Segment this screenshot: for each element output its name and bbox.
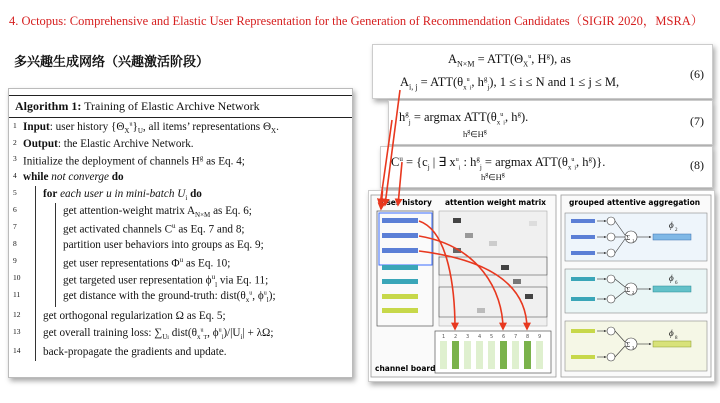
line-number: 5 xyxy=(13,188,17,197)
line-text: Output: the Elastic Archive Network. xyxy=(23,138,194,150)
line-number: 1 xyxy=(13,121,17,130)
history-item-2 xyxy=(382,233,418,238)
line-number: 10 xyxy=(13,273,21,282)
svg-text:4: 4 xyxy=(478,334,482,340)
line-number: 9 xyxy=(13,256,17,265)
history-item-6 xyxy=(382,294,418,299)
line-text: while not converge do xyxy=(23,171,124,183)
equation-7-formula: $h^g_j = argmax$ $ATT(\theta_x^u_i$, $h^g$). xyxy=(399,110,529,127)
column-numbers xyxy=(442,334,541,340)
line-number: 13 xyxy=(13,327,21,336)
svg-text:7: 7 xyxy=(514,334,518,340)
equation-7-under: $h^g\in H^g$ xyxy=(463,129,487,139)
algorithm-label: Algorithm 1: xyxy=(15,99,82,113)
line-text: get user representations $\Phi^u$ as Eq. 10; xyxy=(63,256,231,270)
history-item-5 xyxy=(382,279,418,284)
equation-6-line-2: $A_{i, j} = ATT(\theta_x^u_i$, $h^g_j$), 1 ≤ i ≤ N and 1 ≤ j ≤ M, xyxy=(400,75,620,92)
line-number: 7 xyxy=(13,222,17,231)
slide-title: 4. Octopus: Comprehensive and Elastic User Representation for the Generation of Recommendation Candidates（SIGIR 2020，MSRA） xyxy=(9,14,704,28)
channel-board-label: channel board xyxy=(375,364,436,373)
equation-8-formula: $C^u = \{c_j$ | ∃ $x^u_i$ : $h^g_j = argmax$ $ATT(\theta_x^u_i$, $h^g$)}. xyxy=(391,154,606,172)
algorithm-box xyxy=(8,88,353,378)
line-text: get orthogonal regularization Ω as Eq. 5; xyxy=(43,310,226,322)
attention-matrix-label: attention weight matrix xyxy=(445,198,546,207)
line-text: get overall training loss: $\sum_{Ui}$ $dist(\theta_x^u_T$, $\phi^u_l)/|U_i| + \lambda\Omega$; xyxy=(43,327,274,342)
svg-text:1: 1 xyxy=(632,238,635,243)
equation-8-box xyxy=(380,146,713,188)
for-indent-bar xyxy=(55,203,56,307)
history-item-7 xyxy=(382,308,418,313)
line-number: 8 xyxy=(13,239,17,248)
group-3 xyxy=(565,321,707,371)
line-number: 2 xyxy=(13,138,17,147)
sigma-2: Σ xyxy=(626,286,631,294)
svg-text:6: 6 xyxy=(675,281,678,286)
phi-1: ϕ xyxy=(669,220,674,230)
line-text: get attention-weight matrix $A_{N\times M}$ as Eq. 6; xyxy=(63,205,252,220)
line-text: get distance with the ground-truth: $dist(\theta_x^u$, $\phi^u_l$); xyxy=(63,290,276,305)
architecture-diagram xyxy=(368,190,715,382)
channel-board-columns xyxy=(440,341,543,369)
history-item-1 xyxy=(382,218,418,223)
svg-text:3: 3 xyxy=(632,345,635,350)
svg-text:9: 9 xyxy=(538,334,542,340)
equation-7-number: (7) xyxy=(690,114,704,128)
line-text: for each user u in mini-batch $U_i$ do xyxy=(43,188,202,203)
line-text: Initialize the deployment of channels $H^g$ as Eq. 4; xyxy=(23,154,245,168)
equation-6-line-1: $A_{N\times M} = ATT(\Theta_X^u$, $H^g$), as xyxy=(448,52,571,69)
line-text: get targeted user representation $\phi^u_l$ via Eq. 11; xyxy=(63,273,269,289)
line-number: 4 xyxy=(13,171,17,180)
algorithm-title xyxy=(9,95,352,118)
svg-text:1: 1 xyxy=(442,334,446,340)
while-indent-bar xyxy=(35,186,36,361)
line-text: back-propagate the gradients and update. xyxy=(43,346,227,358)
line-text: partition user behaviors into groups as Eq. 9; xyxy=(63,239,264,251)
svg-text:2: 2 xyxy=(675,228,678,233)
svg-text:5: 5 xyxy=(490,334,494,340)
grouped-aggregation-label: grouped attentive aggregation xyxy=(569,198,701,207)
diagram-svg xyxy=(369,191,714,381)
phi-2: ϕ xyxy=(669,273,674,283)
line-number: 12 xyxy=(13,310,21,319)
group-1 xyxy=(565,213,707,261)
equation-8-under: $h^g\in H^g$ xyxy=(481,172,505,182)
sigma-3: Σ xyxy=(626,341,631,349)
sigma-1: Σ xyxy=(626,234,631,242)
history-item-4 xyxy=(382,265,418,270)
line-text: get activated channels $C^u$ as Eq. 7 and 8; xyxy=(63,222,245,236)
line-number: 3 xyxy=(13,154,17,163)
line-text: Input: user history $\{\Theta_X^u\}_U$, all items’ representations $\Theta_X$. xyxy=(23,121,279,136)
svg-text:8: 8 xyxy=(526,334,530,340)
equation-6-box xyxy=(372,44,713,99)
algorithm-name: Training of Elastic Archive Network xyxy=(84,99,260,113)
phi-3: ϕ xyxy=(669,328,674,338)
slide-subtitle: 多兴趣生成网络（兴趣激活阶段） xyxy=(14,55,210,70)
svg-text:8: 8 xyxy=(675,336,678,341)
svg-text:2: 2 xyxy=(454,334,458,340)
line-number: 6 xyxy=(13,205,17,214)
svg-text:6: 6 xyxy=(502,334,506,340)
user-history-label: user history xyxy=(381,198,432,207)
group-2 xyxy=(565,269,707,313)
equation-7-box xyxy=(388,100,713,145)
svg-text:3: 3 xyxy=(466,334,470,340)
line-number: 14 xyxy=(13,346,21,355)
line-number: 11 xyxy=(13,290,21,299)
history-item-3 xyxy=(382,248,418,253)
svg-text:2: 2 xyxy=(632,290,635,295)
equation-8-number: (8) xyxy=(690,158,704,172)
equation-6-number: (6) xyxy=(690,67,704,81)
